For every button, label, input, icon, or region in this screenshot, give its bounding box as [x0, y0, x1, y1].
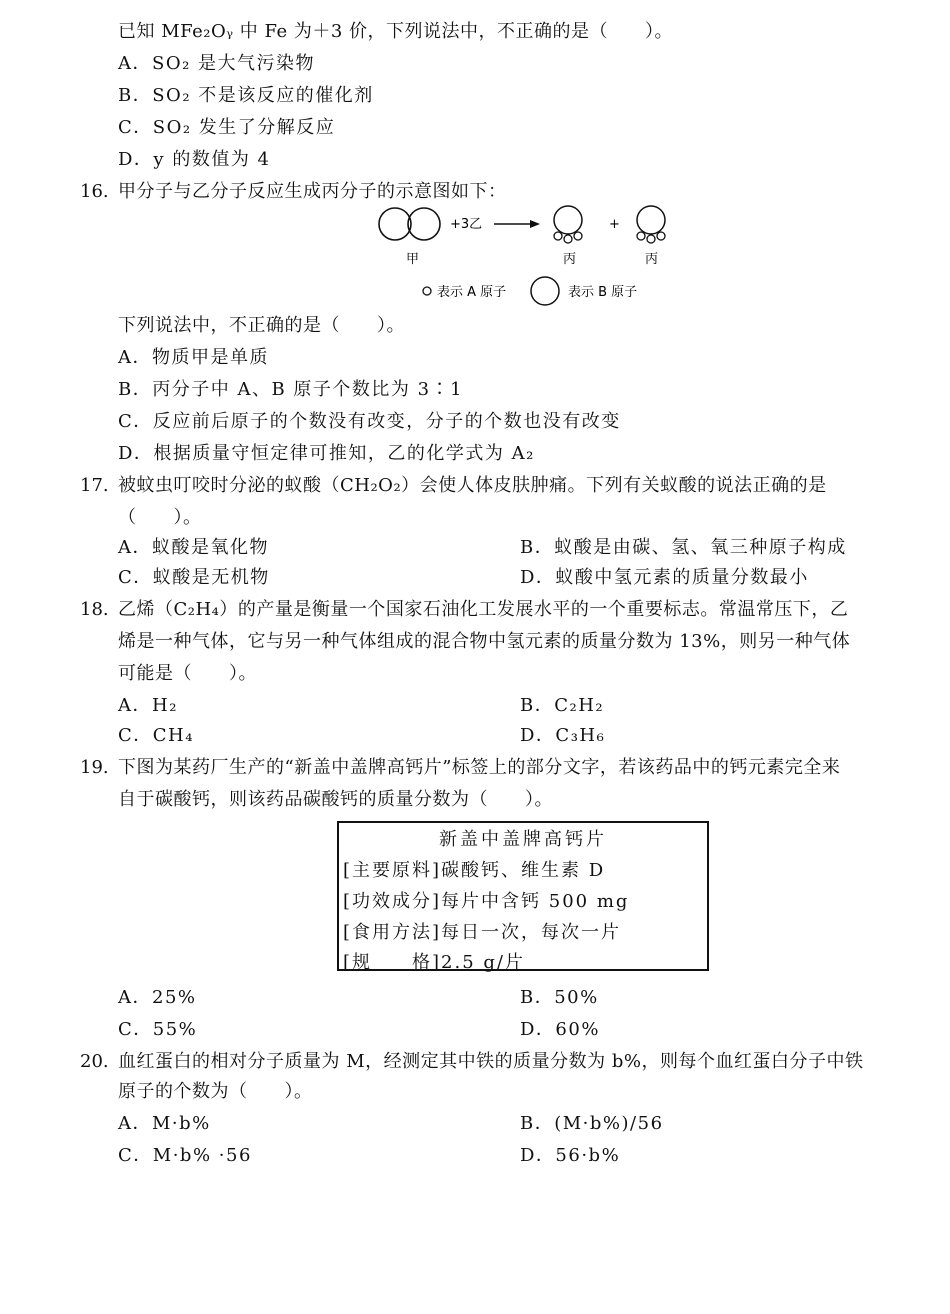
q19-option-d: D．60%	[520, 1019, 600, 1040]
label-bing-2: 丙	[645, 252, 659, 267]
q15-option-d: D．y 的数值为 4	[118, 149, 271, 170]
q18-option-a: A．H₂	[118, 695, 178, 716]
legend-a-text: 表示 A 原子	[437, 285, 507, 300]
legend-b-text: 表示 B 原子	[568, 285, 638, 300]
q15-option-b: B．SO₂ 不是该反应的催化剂	[118, 85, 374, 106]
arrow-head-icon	[530, 220, 540, 228]
q19-stem-line1: 下图为某药厂生产的“新盖中盖牌高钙片”标签上的部分文字，若该药品中的钙元素完全来	[118, 757, 841, 778]
q19-option-c: C．55%	[118, 1019, 198, 1040]
medicine-label-ingredients: [主要原料]碳酸钙、维生素 D	[343, 860, 606, 881]
q18-option-d: D．C₃H₆	[520, 725, 606, 746]
q17-stem-line1: 被蚊虫叮咬时分泌的蚁酸（CH₂O₂）会使人体皮肤肿痛。下列有关蚁酸的说法正确的是	[118, 475, 827, 496]
q16-number: 16.	[80, 181, 109, 202]
bing-molecule-1	[554, 206, 582, 243]
q20-option-c: C．M·b% ·56	[118, 1145, 252, 1166]
label-jia: 甲	[406, 252, 420, 267]
q16-option-d: D．根据质量守恒定律可推知，乙的化学式为 A₂	[118, 443, 535, 464]
medicine-label-spec: [规 格]2.5 g/片	[343, 952, 525, 973]
q18-stem-line3: 可能是（ ）。	[118, 663, 257, 684]
reactant-plus-label: +3乙	[450, 217, 483, 232]
q20-number: 20.	[80, 1051, 109, 1072]
q18-option-c: C．CH₄	[118, 725, 194, 746]
q16-option-b: B．丙分子中 A、B 原子个数比为 3∶1	[118, 379, 464, 400]
q16-question: 下列说法中，不正确的是（ ）。	[118, 315, 405, 336]
medicine-label-effective-component: [功效成分]每片中含钙 500 mg	[343, 891, 630, 912]
legend-b-atom-icon	[531, 277, 559, 305]
q15-option-c: C．SO₂ 发生了分解反应	[118, 117, 336, 138]
b-atom	[379, 208, 411, 240]
q20-stem-line1: 血红蛋白的相对分子质量为 M，经测定其中铁的质量分数为 b%，则每个血红蛋白分子中铁	[118, 1051, 864, 1072]
q20-option-a: A．M·b%	[118, 1113, 211, 1134]
q17-option-a: A．蚁酸是氧化物	[118, 537, 269, 558]
q20-stem-line2: 原子的个数为（ ）。	[118, 1081, 313, 1102]
q16-stem: 甲分子与乙分子反应生成丙分子的示意图如下：	[118, 181, 507, 202]
q17-option-d: D．蚁酸中氢元素的质量分数最小	[520, 567, 809, 588]
medicine-label-box	[337, 821, 709, 971]
q18-stem-line2: 烯是一种气体，它与另一种气体组成的混合物中氢元素的质量分数为 13%，则另一种气体	[118, 631, 851, 652]
b-atom	[408, 208, 440, 240]
q19-option-a: A．25%	[118, 987, 197, 1008]
q17-option-c: C．蚁酸是无机物	[118, 567, 270, 588]
q20-option-d: D．56·b%	[520, 1145, 621, 1166]
q20-option-b: B．(M·b%)/56	[520, 1113, 664, 1134]
q19-stem-line2: 自于碳酸钙，则该药品碳酸钙的质量分数为（ ）。	[118, 789, 553, 810]
q15-stem: 已知 MFe₂Oᵧ 中 Fe 为＋3 价，下列说法中，不正确的是（ ）。	[118, 21, 674, 42]
legend-a-atom-icon	[423, 287, 431, 295]
bing-molecule-2	[637, 206, 665, 243]
medicine-label-usage: [食用方法]每日一次，每次一片	[343, 922, 622, 943]
q15-option-a: A．SO₂ 是大气污染物	[118, 53, 316, 74]
medicine-label-title: 新盖中盖牌高钙片	[439, 829, 607, 850]
q18-option-b: B．C₂H₂	[520, 695, 605, 716]
q16-option-c: C．反应前后原子的个数没有改变，分子的个数也没有改变	[118, 411, 621, 432]
label-bing-1: 丙	[563, 252, 577, 267]
q18-number: 18.	[80, 599, 109, 620]
q16-option-a: A．物质甲是单质	[118, 347, 269, 368]
q19-option-b: B．50%	[520, 987, 599, 1008]
q17-number: 17.	[80, 475, 109, 496]
q18-stem-line1: 乙烯（C₂H₄）的产量是衡量一个国家石油化工发展水平的一个重要标志。常温常压下，乙	[118, 599, 849, 620]
product-plus: +	[609, 217, 620, 232]
q17-stem-line2: （ ）。	[118, 507, 202, 528]
q17-option-b: B．蚁酸是由碳、氢、氧三种原子构成	[520, 537, 847, 558]
molecule-reaction-diagram	[370, 200, 690, 308]
q19-number: 19.	[80, 757, 109, 778]
